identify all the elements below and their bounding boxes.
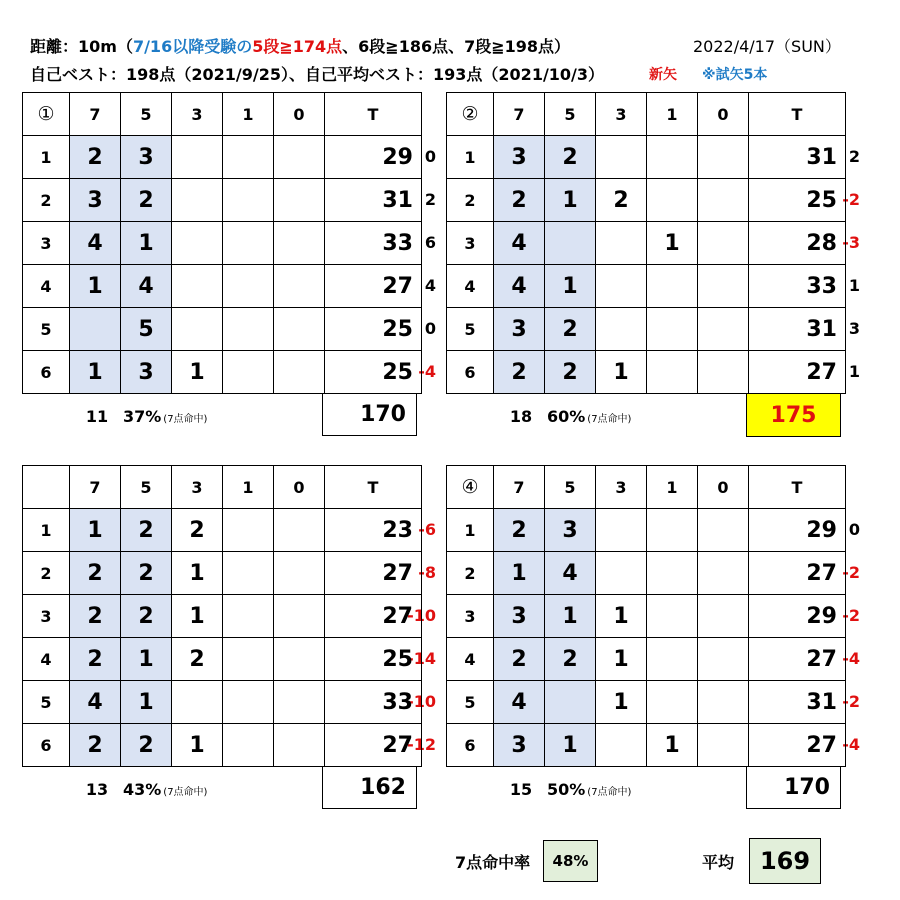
score-count-cell: 1 <box>596 638 647 681</box>
end-row <box>447 351 846 394</box>
end-number: 1 <box>23 509 70 552</box>
score-count-cell: 1 <box>172 351 223 394</box>
end-total: 27 <box>325 265 422 308</box>
sheet-label: ④ <box>447 466 494 509</box>
end-row <box>447 638 846 681</box>
score-count-cell: 1 <box>494 552 545 595</box>
score-count-cell: 4 <box>70 222 121 265</box>
end-total: 25 <box>325 638 422 681</box>
end-row <box>447 724 846 767</box>
end-number: 6 <box>447 351 494 394</box>
sheet-summary <box>77 780 207 799</box>
score-count-cell <box>223 509 274 552</box>
end-total: 29 <box>749 595 846 638</box>
end-number: 4 <box>447 638 494 681</box>
end-row <box>447 552 846 595</box>
end-total: 27 <box>749 351 846 394</box>
end-total: 27 <box>749 724 846 767</box>
end-row <box>23 308 422 351</box>
test-arrow-note: ※試矢5本 <box>702 67 768 83</box>
end-total: 31 <box>749 681 846 724</box>
column-header: 1 <box>647 93 698 136</box>
score-count-cell <box>647 179 698 222</box>
score-count-cell: 3 <box>494 136 545 179</box>
score-count-cell: 2 <box>172 638 223 681</box>
cumulative-diff: -10 <box>407 606 436 625</box>
sheet-summary <box>77 407 207 426</box>
score-count-cell <box>698 308 749 351</box>
score-count-cell <box>172 681 223 724</box>
score-count-cell <box>223 351 274 394</box>
end-row <box>23 595 422 638</box>
sheet-total-value: 170 <box>360 402 406 427</box>
score-count-cell: 4 <box>70 681 121 724</box>
score-count-cell <box>698 552 749 595</box>
score-count-cell <box>698 638 749 681</box>
score-count-cell <box>647 638 698 681</box>
end-number: 2 <box>23 179 70 222</box>
header-line-1 <box>30 34 570 57</box>
score-count-cell: 1 <box>647 222 698 265</box>
score-count-cell: 2 <box>172 509 223 552</box>
end-total: 27 <box>749 638 846 681</box>
score-count-cell <box>647 265 698 308</box>
score-count-cell <box>698 595 749 638</box>
cumulative-diff: -2 <box>842 692 860 711</box>
score-count-cell <box>274 681 325 724</box>
score-count-cell <box>172 308 223 351</box>
score-count-cell: 3 <box>121 136 172 179</box>
score-count-cell: 1 <box>596 351 647 394</box>
score-table-2 <box>446 92 846 394</box>
end-number: 6 <box>23 724 70 767</box>
personal-best-line: 自己ベスト：198点（2021/9/25）、自己平均ベスト：193点（2021/10/3） <box>30 65 605 84</box>
grade5-requirement: 5段≧174点 <box>252 37 343 56</box>
end-number: 1 <box>447 509 494 552</box>
seven-hit-rate: 60% <box>547 407 586 426</box>
column-header: 0 <box>274 466 325 509</box>
seven-hit-note: (7点命中) <box>587 414 632 425</box>
score-count-cell <box>274 222 325 265</box>
hit-rate-label: 7点命中率 <box>455 853 531 872</box>
score-count-cell <box>698 681 749 724</box>
score-count-cell: 1 <box>70 351 121 394</box>
score-count-cell <box>274 509 325 552</box>
end-number: 5 <box>447 681 494 724</box>
end-row <box>447 222 846 265</box>
score-count-cell: 1 <box>70 265 121 308</box>
score-count-cell <box>698 222 749 265</box>
score-count-cell: 3 <box>494 595 545 638</box>
sheet-total <box>322 767 417 809</box>
end-number: 3 <box>23 595 70 638</box>
score-table-1 <box>22 92 422 394</box>
cumulative-diff: 0 <box>424 147 436 166</box>
end-row <box>23 509 422 552</box>
score-count-cell: 2 <box>121 509 172 552</box>
seven-hit-count: 13 <box>85 780 109 799</box>
end-number: 4 <box>23 638 70 681</box>
end-number: 4 <box>447 265 494 308</box>
column-header: 7 <box>70 93 121 136</box>
score-count-cell <box>698 724 749 767</box>
column-header: T <box>325 93 422 136</box>
score-count-cell <box>698 179 749 222</box>
end-row <box>447 681 846 724</box>
score-count-cell: 1 <box>545 179 596 222</box>
score-count-cell: 1 <box>596 595 647 638</box>
score-table-4 <box>446 465 846 767</box>
end-row <box>447 308 846 351</box>
end-number: 5 <box>447 308 494 351</box>
score-count-cell: 4 <box>494 265 545 308</box>
score-count-cell <box>596 265 647 308</box>
end-number: 2 <box>23 552 70 595</box>
score-count-cell: 2 <box>494 179 545 222</box>
seven-hit-count: 18 <box>509 407 533 426</box>
end-number: 1 <box>23 136 70 179</box>
grade-requirements-rest: 、6段≧186点、7段≧198点） <box>342 37 571 56</box>
score-count-cell: 3 <box>494 308 545 351</box>
score-count-cell <box>647 136 698 179</box>
end-total: 25 <box>749 179 846 222</box>
cumulative-diff: 4 <box>424 276 436 295</box>
column-header: 7 <box>494 466 545 509</box>
column-header: 5 <box>121 93 172 136</box>
column-header: 5 <box>545 466 596 509</box>
score-count-cell: 4 <box>494 222 545 265</box>
column-header: 1 <box>223 466 274 509</box>
column-header: 0 <box>698 93 749 136</box>
score-count-cell <box>172 222 223 265</box>
end-number: 5 <box>23 308 70 351</box>
score-count-cell: 2 <box>70 136 121 179</box>
column-header: T <box>749 93 846 136</box>
seven-hit-note: (7点命中) <box>587 787 632 798</box>
score-count-cell <box>647 308 698 351</box>
date-label: 2022/4/17（SUN） <box>693 37 841 56</box>
score-count-cell: 3 <box>545 509 596 552</box>
score-count-cell: 1 <box>545 595 596 638</box>
column-header: 7 <box>70 466 121 509</box>
score-count-cell <box>223 265 274 308</box>
cumulative-diff: 2 <box>848 147 860 166</box>
score-count-cell <box>274 351 325 394</box>
score-count-cell <box>223 136 274 179</box>
exam-date-text: 7/16以降受験の <box>132 37 253 56</box>
score-count-cell <box>274 552 325 595</box>
score-count-cell: 1 <box>121 681 172 724</box>
average-value: 169 <box>749 838 821 884</box>
cumulative-diff: -2 <box>842 190 860 209</box>
column-header: 0 <box>274 93 325 136</box>
sheet-total <box>322 394 417 436</box>
score-count-cell: 2 <box>494 351 545 394</box>
score-count-cell <box>647 595 698 638</box>
distance-text: 距離：10m（ <box>30 37 133 56</box>
end-number: 5 <box>23 681 70 724</box>
end-total: 23 <box>325 509 422 552</box>
sheet-label <box>23 466 70 509</box>
end-total: 25 <box>325 308 422 351</box>
score-count-cell <box>223 179 274 222</box>
column-header: 1 <box>223 93 274 136</box>
score-count-cell: 2 <box>494 509 545 552</box>
column-header: 3 <box>172 93 223 136</box>
end-total: 28 <box>749 222 846 265</box>
score-count-cell <box>274 595 325 638</box>
score-count-cell: 1 <box>647 724 698 767</box>
score-count-cell <box>172 179 223 222</box>
score-table-3 <box>22 465 422 767</box>
cumulative-diff: -10 <box>407 692 436 711</box>
column-header: 5 <box>121 466 172 509</box>
score-count-cell <box>596 136 647 179</box>
score-count-cell <box>596 552 647 595</box>
end-number: 6 <box>447 724 494 767</box>
score-count-cell: 2 <box>545 351 596 394</box>
score-count-cell <box>223 681 274 724</box>
score-count-cell <box>698 351 749 394</box>
score-count-cell <box>172 265 223 308</box>
end-number: 3 <box>447 595 494 638</box>
end-row <box>23 179 422 222</box>
average-label: 平均 <box>702 853 735 872</box>
end-number: 1 <box>447 136 494 179</box>
cumulative-diff: -2 <box>842 563 860 582</box>
score-count-cell <box>274 265 325 308</box>
end-total: 31 <box>749 136 846 179</box>
column-header: 5 <box>545 93 596 136</box>
end-total: 29 <box>325 136 422 179</box>
score-count-cell <box>647 681 698 724</box>
end-total: 27 <box>325 552 422 595</box>
score-count-cell <box>698 265 749 308</box>
sheet-total <box>746 767 841 809</box>
score-count-cell <box>70 308 121 351</box>
column-header: 3 <box>596 466 647 509</box>
score-count-cell: 2 <box>70 595 121 638</box>
score-count-cell: 2 <box>545 308 596 351</box>
cumulative-diff: 1 <box>848 276 860 295</box>
end-row <box>23 351 422 394</box>
cumulative-diff: -4 <box>842 649 860 668</box>
score-count-cell <box>647 509 698 552</box>
score-count-cell: 2 <box>121 552 172 595</box>
score-count-cell <box>223 724 274 767</box>
cumulative-diff: -3 <box>842 233 860 252</box>
end-number: 6 <box>23 351 70 394</box>
score-count-cell <box>223 638 274 681</box>
score-count-cell: 1 <box>121 222 172 265</box>
sheet-total-value: 175 <box>770 403 817 428</box>
score-count-cell <box>274 724 325 767</box>
end-total: 33 <box>749 265 846 308</box>
seven-hit-count: 15 <box>509 780 533 799</box>
score-count-cell: 5 <box>121 308 172 351</box>
column-header: 0 <box>698 466 749 509</box>
score-count-cell <box>596 509 647 552</box>
score-count-cell: 3 <box>70 179 121 222</box>
end-total: 31 <box>325 179 422 222</box>
score-count-cell: 4 <box>494 681 545 724</box>
seven-hit-rate: 37% <box>123 407 162 426</box>
end-row <box>23 265 422 308</box>
score-count-cell: 1 <box>545 265 596 308</box>
end-row <box>23 136 422 179</box>
sheet-total-value: 162 <box>360 775 406 800</box>
end-total: 27 <box>325 595 422 638</box>
end-total: 31 <box>749 308 846 351</box>
cumulative-diff: 0 <box>424 319 436 338</box>
end-row <box>447 265 846 308</box>
sheet-label: ② <box>447 93 494 136</box>
cumulative-diff: 6 <box>424 233 436 252</box>
end-number: 3 <box>447 222 494 265</box>
score-count-cell <box>647 552 698 595</box>
cumulative-diff: -2 <box>842 606 860 625</box>
score-count-cell: 2 <box>121 595 172 638</box>
cumulative-diff: -14 <box>407 649 436 668</box>
score-count-cell <box>274 179 325 222</box>
end-number: 2 <box>447 179 494 222</box>
end-row <box>447 595 846 638</box>
score-count-cell: 2 <box>121 724 172 767</box>
score-count-cell: 1 <box>172 724 223 767</box>
end-row <box>23 681 422 724</box>
score-count-cell: 1 <box>172 552 223 595</box>
score-count-cell <box>596 308 647 351</box>
score-count-cell: 1 <box>545 724 596 767</box>
cumulative-diff: 3 <box>848 319 860 338</box>
score-count-cell: 1 <box>172 595 223 638</box>
score-count-cell: 2 <box>121 179 172 222</box>
score-count-cell <box>698 509 749 552</box>
score-count-cell <box>223 552 274 595</box>
end-row <box>23 724 422 767</box>
end-row <box>447 509 846 552</box>
score-count-cell <box>545 222 596 265</box>
score-count-cell <box>172 136 223 179</box>
seven-hit-rate: 43% <box>123 780 162 799</box>
column-header: T <box>325 466 422 509</box>
score-count-cell: 2 <box>494 638 545 681</box>
score-count-cell <box>223 308 274 351</box>
seven-hit-note: (7点命中) <box>163 414 208 425</box>
score-count-cell <box>274 308 325 351</box>
column-header: 1 <box>647 466 698 509</box>
end-number: 4 <box>23 265 70 308</box>
score-count-cell <box>698 136 749 179</box>
sheet-summary <box>501 407 631 426</box>
cumulative-diff: 1 <box>848 362 860 381</box>
seven-hit-count: 11 <box>85 407 109 426</box>
seven-hit-rate: 50% <box>547 780 586 799</box>
cumulative-diff: 2 <box>424 190 436 209</box>
score-count-cell <box>647 351 698 394</box>
cumulative-diff: 0 <box>848 520 860 539</box>
end-row <box>23 552 422 595</box>
score-count-cell <box>274 136 325 179</box>
end-row <box>447 136 846 179</box>
score-count-cell: 4 <box>545 552 596 595</box>
score-count-cell <box>223 595 274 638</box>
sheet-total-value: 170 <box>784 775 830 800</box>
score-count-cell: 1 <box>70 509 121 552</box>
sheet-summary <box>501 780 631 799</box>
seven-hit-note: (7点命中) <box>163 787 208 798</box>
end-number: 2 <box>447 552 494 595</box>
new-arrow-label: 新矢 <box>649 67 677 83</box>
cumulative-diff: -8 <box>418 563 436 582</box>
end-row <box>23 222 422 265</box>
end-total: 33 <box>325 681 422 724</box>
score-count-cell: 1 <box>121 638 172 681</box>
cumulative-diff: -12 <box>407 735 436 754</box>
sheet-total <box>746 393 841 437</box>
score-count-cell <box>596 724 647 767</box>
column-header: T <box>749 466 846 509</box>
end-total: 27 <box>325 724 422 767</box>
hit-rate-value: 48% <box>543 840 598 882</box>
score-count-cell: 2 <box>545 638 596 681</box>
cumulative-diff: -6 <box>418 520 436 539</box>
score-count-cell: 2 <box>545 136 596 179</box>
end-total: 27 <box>749 552 846 595</box>
column-header: 3 <box>596 93 647 136</box>
score-count-cell <box>545 681 596 724</box>
cumulative-diff: -4 <box>418 362 436 381</box>
end-total: 29 <box>749 509 846 552</box>
end-total: 25 <box>325 351 422 394</box>
end-row <box>447 179 846 222</box>
score-count-cell: 2 <box>596 179 647 222</box>
column-header: 3 <box>172 466 223 509</box>
score-count-cell <box>223 222 274 265</box>
end-total: 33 <box>325 222 422 265</box>
score-count-cell: 2 <box>70 724 121 767</box>
sheet-label: ① <box>23 93 70 136</box>
score-count-cell: 2 <box>70 638 121 681</box>
score-count-cell <box>274 638 325 681</box>
score-count-cell: 3 <box>121 351 172 394</box>
cumulative-diff: -4 <box>842 735 860 754</box>
score-count-cell: 2 <box>70 552 121 595</box>
score-count-cell: 3 <box>494 724 545 767</box>
score-count-cell: 4 <box>121 265 172 308</box>
column-header: 7 <box>494 93 545 136</box>
score-count-cell: 1 <box>596 681 647 724</box>
score-count-cell <box>596 222 647 265</box>
end-row <box>23 638 422 681</box>
end-number: 3 <box>23 222 70 265</box>
